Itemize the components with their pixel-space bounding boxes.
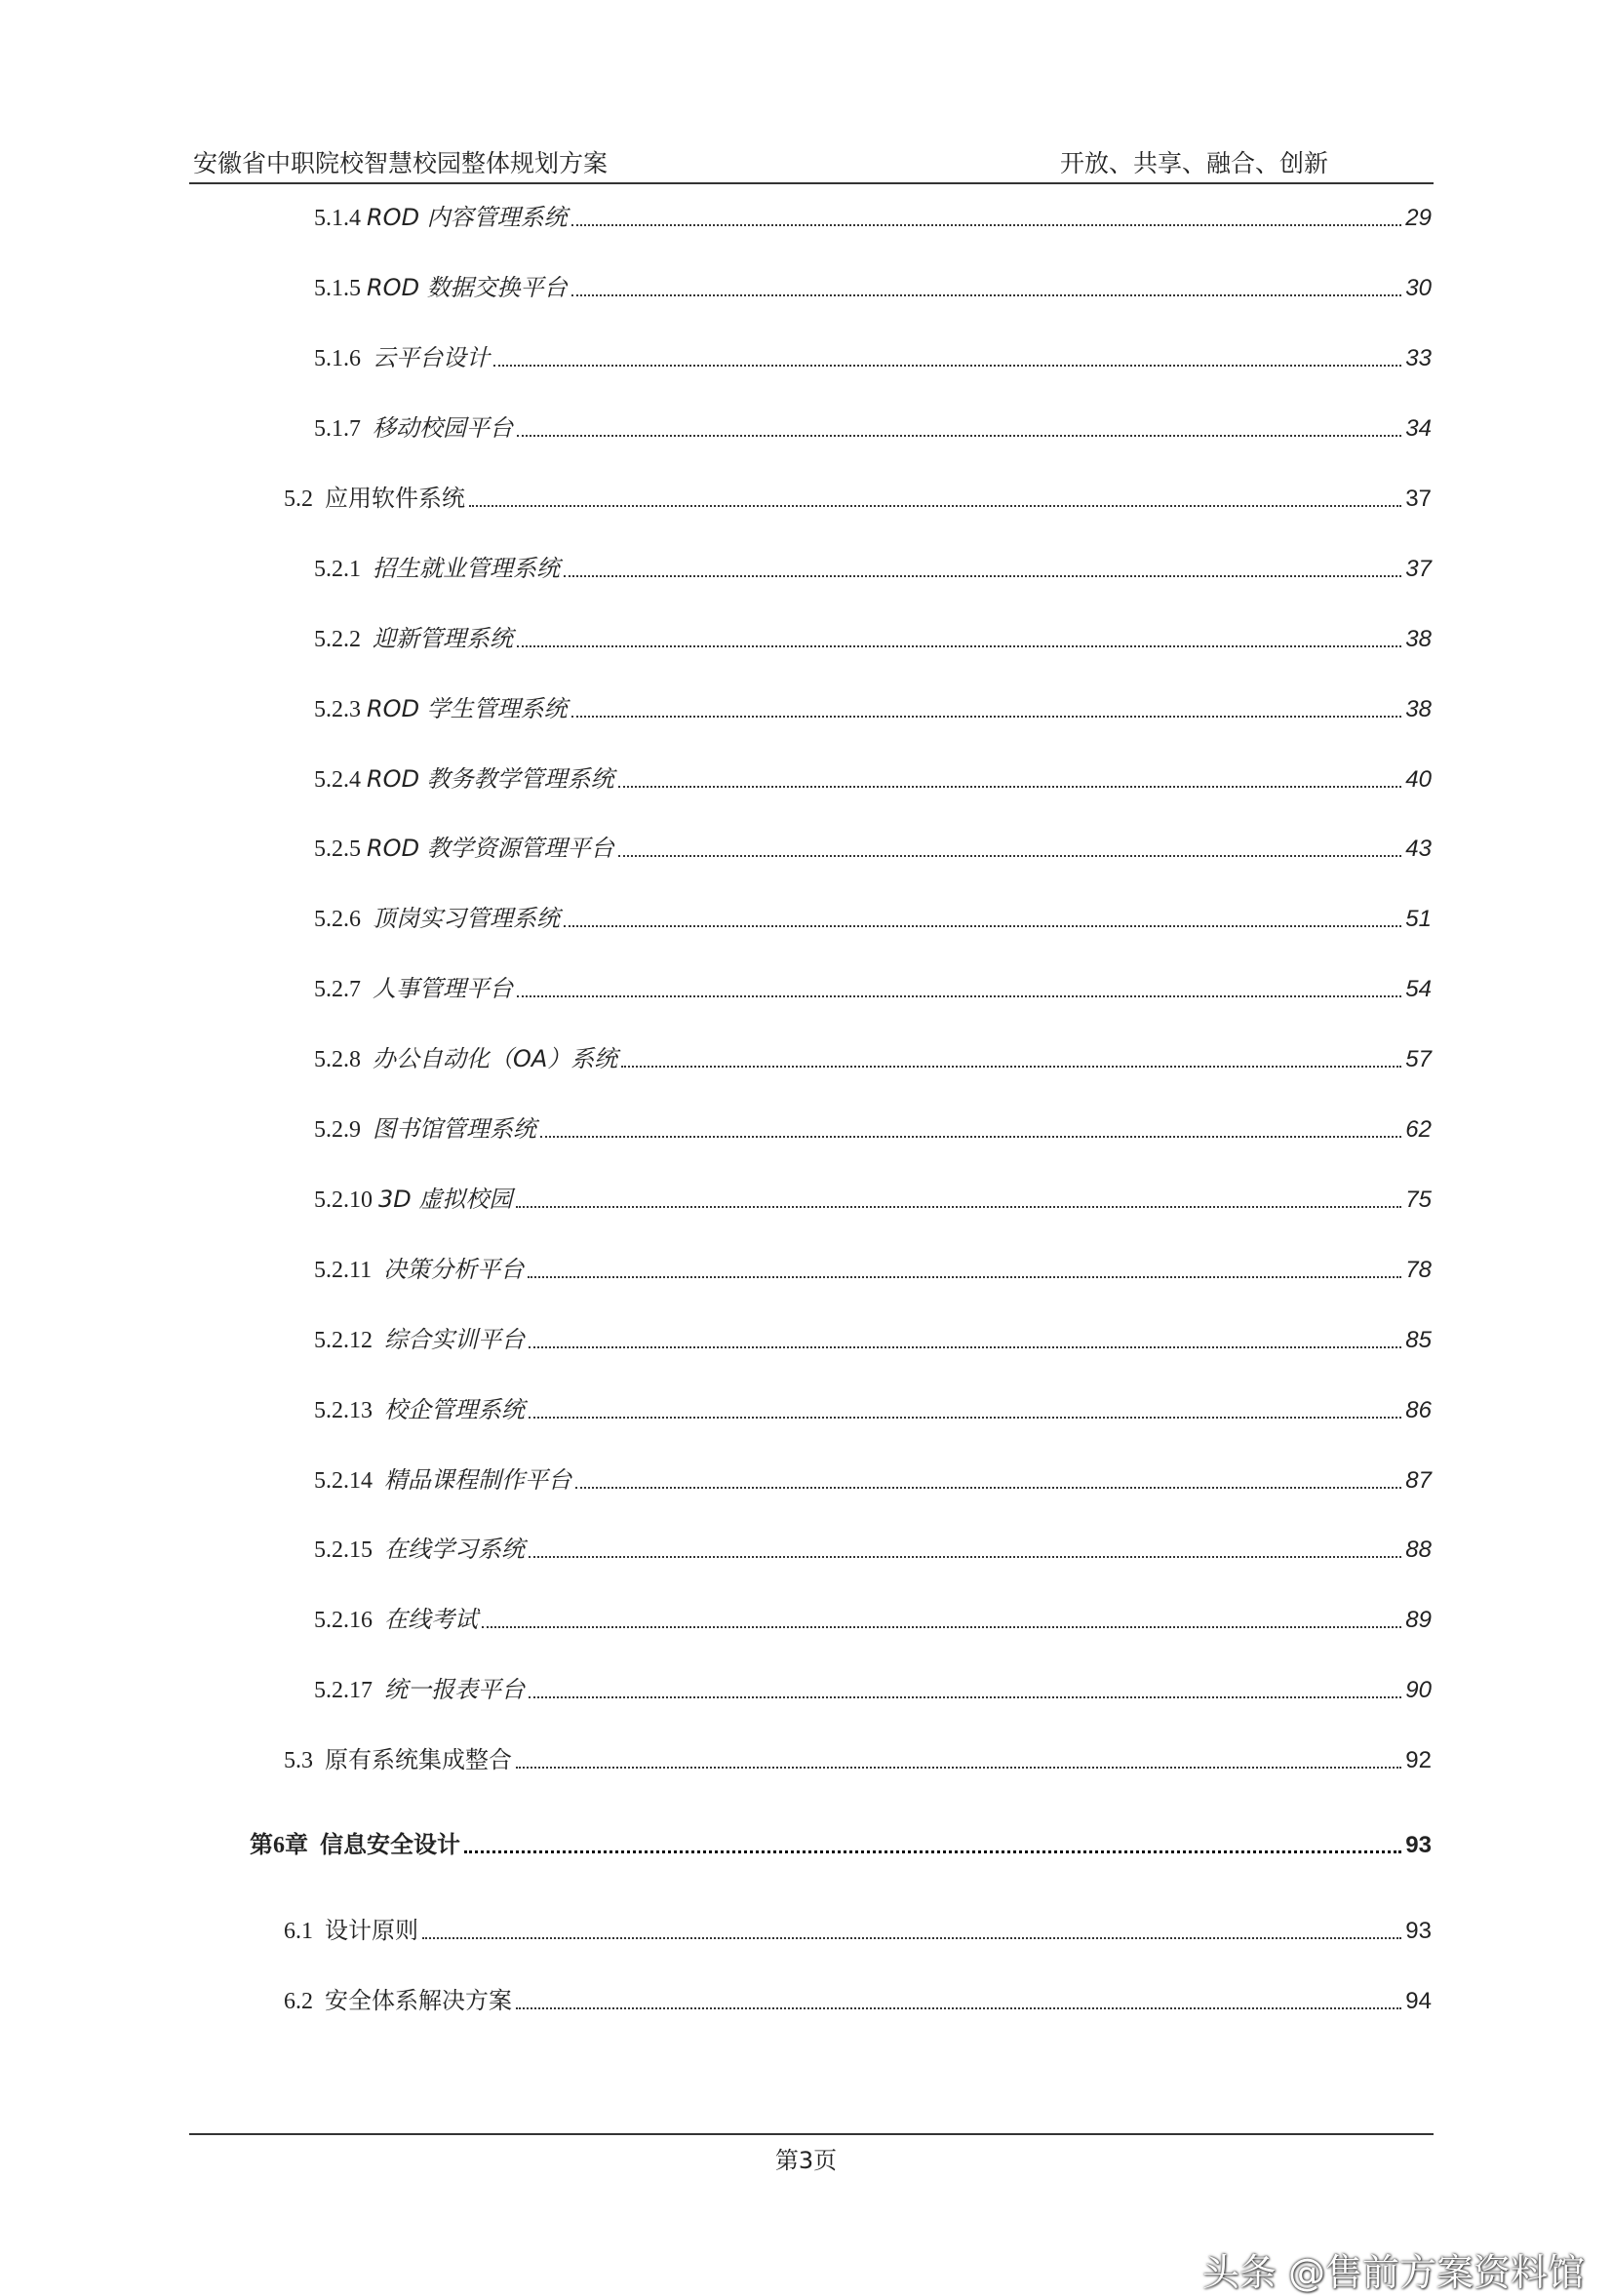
- toc-entry-page: 37: [1405, 486, 1432, 512]
- toc-entry[interactable]: [314, 273, 1432, 303]
- toc-entry-number: 5.2.5: [314, 837, 367, 862]
- toc-dot-leader: [571, 714, 1402, 718]
- toc-entry-number: 5.1.4: [314, 206, 367, 231]
- toc-entry-page: 34: [1405, 415, 1432, 442]
- toc-entry-page: 62: [1405, 1116, 1432, 1143]
- toc-entry-title: ROD 内容管理系统: [367, 204, 568, 231]
- toc-entry[interactable]: [314, 1465, 1432, 1496]
- toc-dot-leader: [529, 1694, 1401, 1698]
- toc-entry-number: 5.2.10: [314, 1187, 378, 1213]
- toc-dot-leader: [571, 292, 1402, 296]
- toc-entry[interactable]: [314, 1605, 1432, 1635]
- toc-dot-leader: [516, 1765, 1401, 1769]
- toc-dot-leader: [571, 222, 1402, 226]
- toc-entry[interactable]: [250, 1830, 1432, 1860]
- toc-entry-title: 统一报表平台: [384, 1676, 525, 1703]
- toc-entry-title: ROD 学生管理系统: [367, 695, 568, 722]
- toc-entry-page: 38: [1405, 696, 1432, 722]
- toc-entry[interactable]: [284, 1745, 1432, 1775]
- toc-entry-number: 5.2: [284, 486, 325, 512]
- toc-entry-page: 93: [1405, 1832, 1432, 1858]
- toc-entry-title: 设计原则: [325, 1917, 418, 1944]
- toc-dot-leader: [540, 1134, 1401, 1138]
- toc-entry-title: 综合实训平台: [384, 1326, 525, 1353]
- toc-entry[interactable]: [314, 764, 1432, 795]
- toc-dot-leader: [575, 1485, 1401, 1489]
- toc-entry-page: 90: [1405, 1677, 1432, 1703]
- toc-entry-page: 37: [1405, 556, 1432, 582]
- toc-dot-leader: [529, 1344, 1401, 1348]
- toc-entry-number: 5.2.3: [314, 697, 367, 722]
- toc-dot-leader: [482, 1624, 1401, 1628]
- toc-entry[interactable]: [284, 1986, 1432, 2016]
- toc-entry[interactable]: [314, 413, 1432, 444]
- toc-entry-number: 6.1: [284, 1919, 325, 1944]
- toc-entry-page: 94: [1405, 1988, 1432, 2014]
- toc-dot-leader: [564, 923, 1401, 927]
- toc-entry[interactable]: [314, 1325, 1432, 1355]
- toc-entry-page: 57: [1405, 1046, 1432, 1072]
- toc-entry-page: 89: [1405, 1607, 1432, 1633]
- toc-entry-number: 5.2.7: [314, 977, 373, 1002]
- toc-entry[interactable]: [284, 1916, 1432, 1946]
- toc-entry-page: 78: [1405, 1257, 1432, 1283]
- toc-entry-title: 顶岗实习管理系统: [373, 905, 560, 932]
- toc-dot-leader: [464, 1848, 1401, 1853]
- toc-entry-title: 信息安全设计: [320, 1831, 460, 1858]
- toc-entry[interactable]: [314, 203, 1432, 233]
- toc-entry-page: 92: [1405, 1747, 1432, 1773]
- toc-entry-page: 40: [1405, 766, 1432, 793]
- toc-entry-title: 图书馆管理系统: [373, 1115, 536, 1143]
- header-slogan: 开放、共享、融合、创新: [1059, 149, 1328, 177]
- toc-dot-leader: [517, 643, 1401, 647]
- toc-entry-number: 5.2.4: [314, 767, 367, 793]
- page-number: 第3页: [774, 2147, 838, 2174]
- toc-entry-title: 移动校园平台: [373, 414, 513, 442]
- toc-entry[interactable]: [314, 1185, 1432, 1215]
- toc-entry[interactable]: [314, 554, 1432, 584]
- toc-entry-title: 3D 虚拟校园: [378, 1186, 513, 1213]
- toc-entry[interactable]: [314, 1044, 1432, 1074]
- toc-entry-title: 安全体系解决方案: [325, 1987, 512, 2014]
- toc-entry-page: 85: [1405, 1327, 1432, 1353]
- toc-dot-leader: [529, 1554, 1401, 1558]
- toc-entry-number: 5.2.12: [314, 1328, 384, 1353]
- toc-entry-page: 43: [1405, 836, 1432, 862]
- toc-entry-number: 5.1.6: [314, 346, 373, 371]
- toc-entry-page: 33: [1405, 345, 1432, 371]
- toc-dot-leader: [528, 1274, 1401, 1278]
- toc-entry-title: 迎新管理系统: [373, 625, 513, 652]
- toc-entry-page: 51: [1405, 906, 1432, 932]
- toc-entry-number: 5.3: [284, 1748, 325, 1773]
- toc-entry-page: 29: [1405, 205, 1432, 231]
- toc-dot-leader: [564, 573, 1401, 577]
- toc-entry[interactable]: [314, 1675, 1432, 1705]
- toc-dot-leader: [529, 1415, 1401, 1419]
- toc-entry-number: 5.2.16: [314, 1608, 384, 1633]
- toc-entry-title: 在线考试: [384, 1606, 478, 1633]
- toc-entry[interactable]: [314, 343, 1432, 373]
- toc-dot-leader: [422, 1935, 1401, 1939]
- toc-entry-page: 88: [1405, 1537, 1432, 1563]
- toc-dot-leader: [516, 1204, 1401, 1208]
- toc-entry-title: 原有系统集成整合: [325, 1746, 512, 1773]
- toc-dot-leader: [517, 433, 1401, 437]
- toc-dot-leader: [516, 2005, 1401, 2009]
- toc-entry-title: 办公自动化（OA）系统: [373, 1045, 618, 1072]
- toc-entry-title: 精品课程制作平台: [384, 1466, 571, 1494]
- toc-dot-leader: [618, 853, 1402, 857]
- toc-entry[interactable]: [314, 1395, 1432, 1425]
- toc-entry-number: 第6章: [250, 1833, 320, 1858]
- toc-entry-title: 招生就业管理系统: [373, 555, 560, 582]
- toc-dot-leader: [493, 363, 1401, 367]
- toc-entry-number: 5.2.1: [314, 557, 373, 582]
- toc-dot-leader: [517, 993, 1401, 997]
- toc-entry-page: 54: [1405, 976, 1432, 1002]
- toc-entry-page: 87: [1405, 1467, 1432, 1494]
- toc-entry[interactable]: [314, 974, 1432, 1004]
- toc-entry-number: 5.2.11: [314, 1258, 384, 1283]
- toc-entry[interactable]: [314, 834, 1432, 864]
- toc-entry-number: 5.1.5: [314, 276, 367, 301]
- toc-entry-page: 38: [1405, 626, 1432, 652]
- toc-entry-title: 云平台设计: [373, 344, 490, 371]
- toc-entry-title: ROD 数据交换平台: [367, 274, 568, 301]
- toc-entry[interactable]: [314, 1535, 1432, 1565]
- footer-rule: [189, 2133, 1434, 2135]
- toc-entry-number: 5.2.6: [314, 907, 373, 932]
- toc-entry-title: 校企管理系统: [384, 1396, 525, 1423]
- toc-entry[interactable]: [314, 624, 1432, 654]
- toc-entry-number: 5.2.17: [314, 1678, 384, 1703]
- toc-entry-number: 5.2.15: [314, 1537, 384, 1563]
- toc-dot-leader: [621, 1064, 1401, 1068]
- toc-entry-title: 决策分析平台: [383, 1256, 525, 1283]
- toc-entry-page: 93: [1405, 1918, 1432, 1944]
- toc-entry[interactable]: [314, 904, 1432, 934]
- toc-entry-page: 75: [1405, 1187, 1432, 1213]
- toc-entry[interactable]: [314, 1114, 1432, 1145]
- toc-entry[interactable]: [314, 1255, 1432, 1285]
- toc-entry-number: 6.2: [284, 1989, 325, 2014]
- toc-entry-number: 5.2.13: [314, 1398, 384, 1423]
- header-document-title: 安徽省中职院校智慧校园整体规划方案: [193, 149, 609, 177]
- toc-entry-number: 5.2.14: [314, 1468, 384, 1494]
- toc-entry-title: ROD 教务教学管理系统: [367, 765, 614, 793]
- toc-entry-page: 30: [1405, 275, 1432, 301]
- toc-entry[interactable]: [284, 484, 1432, 514]
- toc-dot-leader: [469, 503, 1401, 507]
- toc-entry-number: 5.1.7: [314, 416, 373, 442]
- toc-entry-page: 86: [1405, 1397, 1432, 1423]
- toc-entry-title: 在线学习系统: [384, 1536, 525, 1563]
- toc-entry-number: 5.2.8: [314, 1047, 373, 1072]
- toc-entry-number: 5.2.9: [314, 1117, 373, 1143]
- toc-entry-title: ROD 教学资源管理平台: [367, 835, 614, 862]
- toc-dot-leader: [618, 784, 1402, 788]
- toc-entry[interactable]: [314, 694, 1432, 724]
- toc-entry-title: 应用软件系统: [325, 485, 465, 512]
- toc-entry-title: 人事管理平台: [373, 975, 513, 1002]
- toc-entry-number: 5.2.2: [314, 627, 373, 652]
- watermark: 头条 @售前方案资料馆: [1201, 2251, 1585, 2294]
